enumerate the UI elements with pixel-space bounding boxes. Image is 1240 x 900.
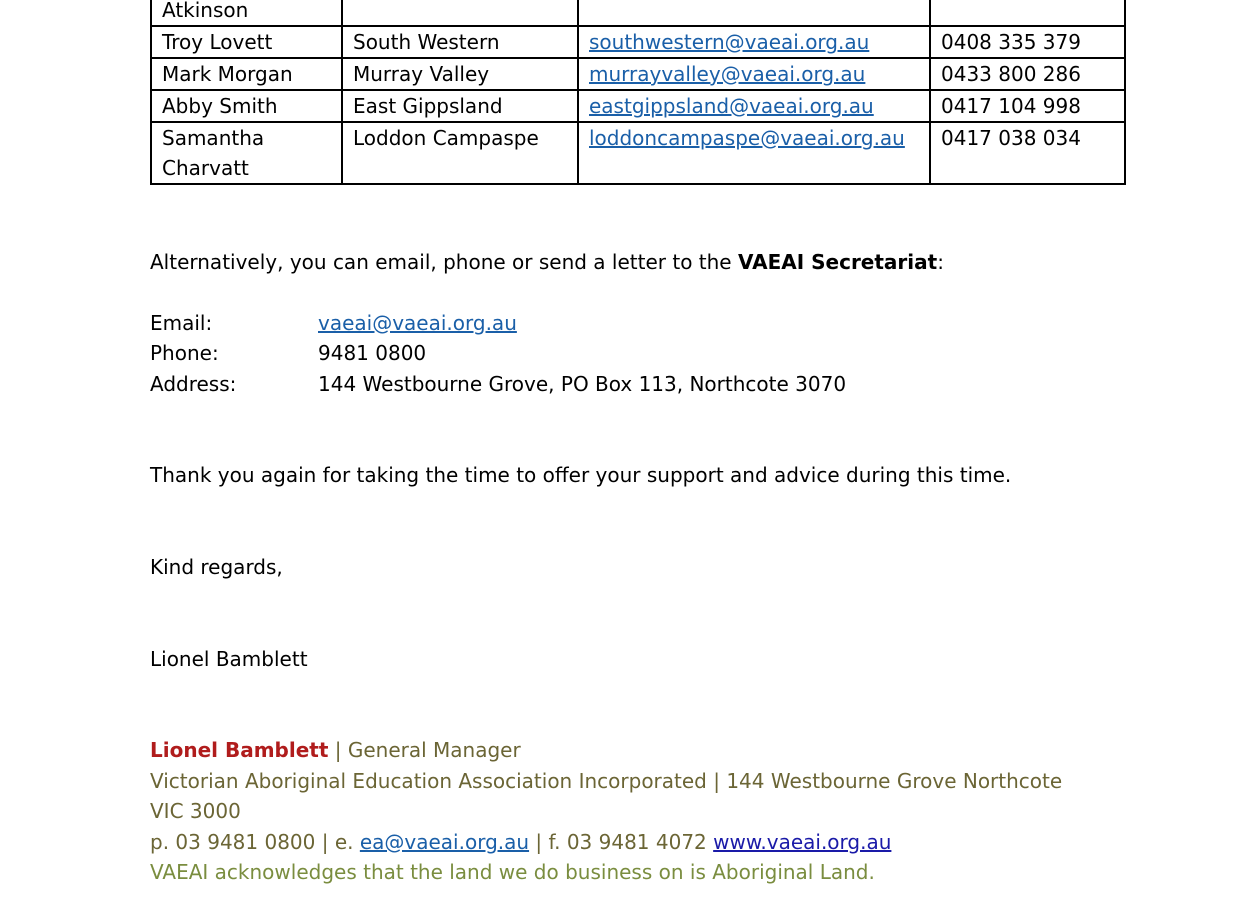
signature-header xyxy=(150,738,521,762)
email-cell xyxy=(578,0,930,26)
region-cell: South Western xyxy=(342,26,578,58)
phone-cell: 0417 104 998 xyxy=(930,90,1125,122)
secretariat-email-link[interactable]: vaeai@vaeai.org.au xyxy=(318,311,517,335)
email-cell xyxy=(578,122,930,184)
address-label: Address: xyxy=(150,372,237,396)
thanks-paragraph: Thank you again for taking the time to offer your support and advice during this time. xyxy=(150,463,1012,487)
name-line: Samantha xyxy=(162,126,265,150)
closing-text: Kind regards, xyxy=(150,555,283,579)
address-row xyxy=(150,372,846,396)
region-cell: East Gippsland xyxy=(342,90,578,122)
acknowledgement-text: VAEAI acknowledges that the land we do business on is Aboriginal Land. xyxy=(150,860,875,884)
signature-phone: p. 03 9481 0800 | e. xyxy=(150,830,360,854)
phone-value: 9481 0800 xyxy=(318,341,427,365)
email-cell xyxy=(578,26,930,58)
signature-name: Lionel Bamblett xyxy=(150,738,329,762)
secretariat-label: VAEAI Secretariat xyxy=(737,250,938,274)
email-row xyxy=(150,311,517,335)
signer-name: Lionel Bamblett xyxy=(150,647,308,671)
email-cell xyxy=(578,58,930,90)
phone-cell: 0408 335 379 xyxy=(930,26,1125,58)
signature-email-link[interactable]: ea@vaeai.org.au xyxy=(359,830,530,854)
email-link[interactable]: eastgippsland@vaeai.org.au xyxy=(589,94,874,118)
name-line: Charvatt xyxy=(162,156,249,180)
intro-text: Alternatively, you can email, phone or send a letter to the xyxy=(150,250,738,274)
email-cell xyxy=(578,90,930,122)
table-row xyxy=(151,90,1125,122)
email-link[interactable]: loddoncampaspe@vaeai.org.au xyxy=(589,126,905,150)
table-row xyxy=(151,0,1125,26)
region-cell xyxy=(342,0,578,26)
table-row xyxy=(151,58,1125,90)
email-label: Email: xyxy=(150,311,213,335)
name-cell: Mark Morgan xyxy=(151,58,342,90)
intro-suffix: : xyxy=(937,250,944,274)
address-value: 144 Westbourne Grove, PO Box 113, Northcote 3070 xyxy=(318,372,847,396)
table-row xyxy=(151,122,1125,184)
name-cell xyxy=(151,122,342,184)
phone-label: Phone: xyxy=(150,341,219,365)
contacts-table xyxy=(150,0,1126,185)
website-link[interactable]: www.vaeai.org.au xyxy=(713,830,892,854)
name-cell: Troy Lovett xyxy=(151,26,342,58)
name-cell: Atkinson xyxy=(151,0,342,26)
email-link[interactable]: murrayvalley@vaeai.org.au xyxy=(589,62,866,86)
phone-row xyxy=(150,341,426,365)
signature-title: | General Manager xyxy=(328,738,521,762)
email-link[interactable]: southwestern@vaeai.org.au xyxy=(589,30,870,54)
region-cell: Loddon Campaspe xyxy=(342,122,578,184)
phone-cell: 0433 800 286 xyxy=(930,58,1125,90)
name-cell: Abby Smith xyxy=(151,90,342,122)
table-row xyxy=(151,26,1125,58)
signature-state: VIC 3000 xyxy=(150,799,241,823)
signature-fax: | f. 03 9481 4072 xyxy=(529,830,714,854)
signature-org: Victorian Aboriginal Education Association Incorporated | 144 Westbourne Grove Northcote xyxy=(150,769,1063,793)
signature-contact xyxy=(150,830,891,854)
phone-cell: 0417 038 034 xyxy=(930,122,1125,184)
intro-paragraph xyxy=(150,250,944,274)
phone-cell xyxy=(930,0,1125,26)
region-cell: Murray Valley xyxy=(342,58,578,90)
